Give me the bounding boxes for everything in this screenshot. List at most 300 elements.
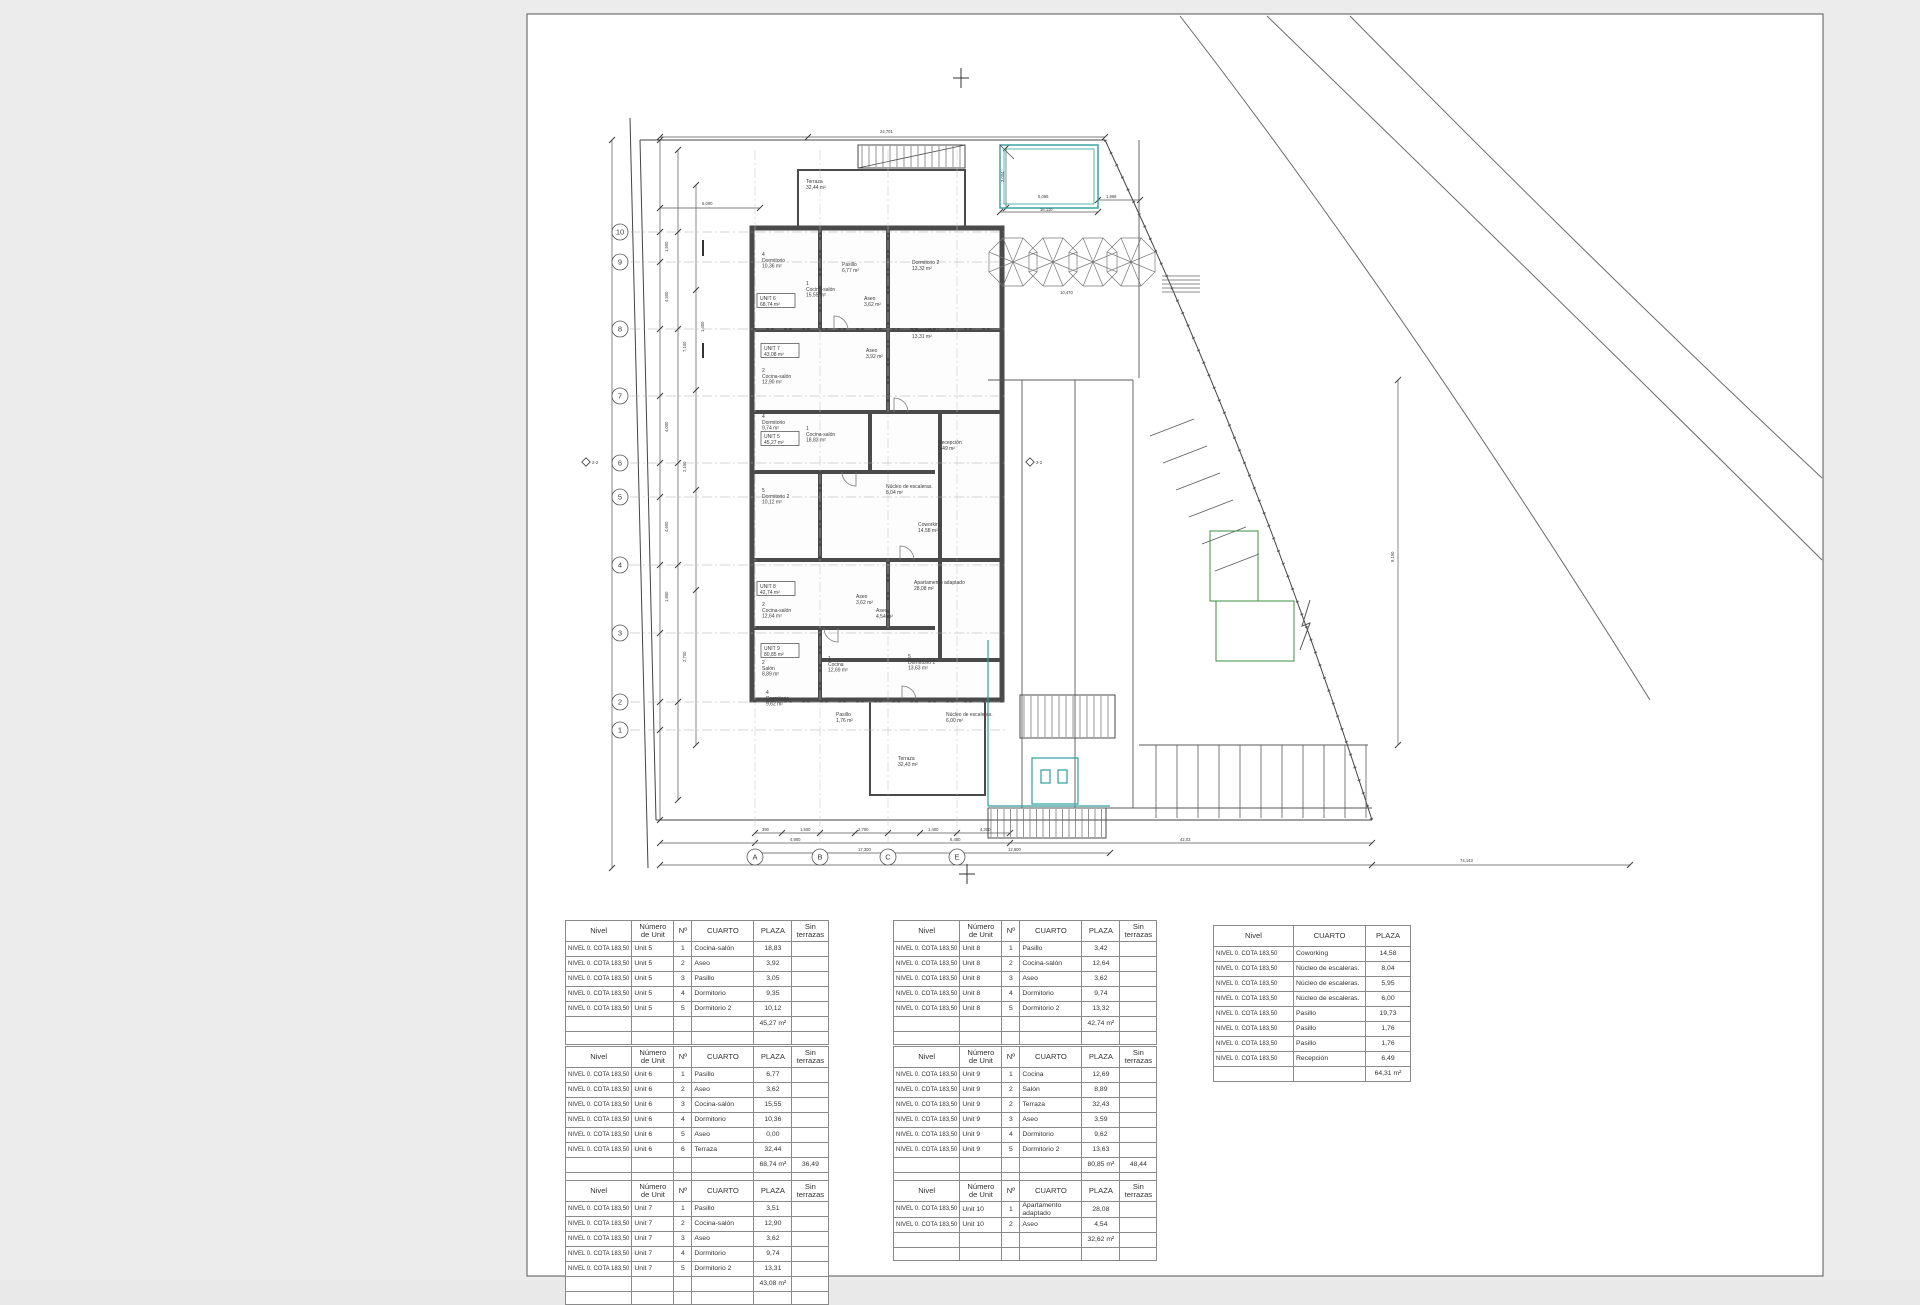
table-header-cell: PLAZA (1082, 1047, 1120, 1068)
table-cell: NIVEL 0. COTA 183,50 (566, 1217, 632, 1232)
table-cell: NIVEL 0. COTA 183,50 (1214, 1037, 1294, 1052)
table-cell (674, 1017, 692, 1032)
schedule-table-unit7 (565, 1180, 829, 1305)
table-cell: Recepción (1294, 1052, 1366, 1067)
table-cell: Cocina-salón (692, 942, 754, 957)
table-cell: NIVEL 0. COTA 183,50 (1214, 992, 1294, 1007)
table-cell: 6 (674, 1143, 692, 1158)
table-cell (792, 1277, 829, 1292)
schedule-table-unit10 (893, 1180, 1157, 1261)
dimension-text: 1,850 (664, 591, 669, 602)
table-cell: 1,76 (1366, 1022, 1411, 1037)
table-cell (1120, 987, 1157, 1002)
table-cell: 32,62 m² (1082, 1233, 1120, 1248)
table-cell: Unit 9 (960, 1083, 1002, 1098)
schedule-table-unit6 (565, 1046, 829, 1186)
dimension-text: 4,900 (790, 837, 801, 842)
table-cell: 2 (1002, 1098, 1020, 1113)
grid-bubble-row-label: 6 (617, 458, 623, 468)
table-cell: Unit 8 (960, 942, 1002, 957)
room-label: 1 Cocina-salón 18,83 m² (806, 426, 836, 444)
table-cell: Unit 10 (960, 1218, 1002, 1233)
table-cell: 5 (1002, 1002, 1020, 1017)
dimension-text: 390 (762, 827, 769, 832)
table-header-cell: Número de Unit (632, 1047, 674, 1068)
table-cell (1214, 1067, 1294, 1082)
dimension-text: 1,868 (1106, 194, 1117, 199)
table-cell: 12,69 (1082, 1068, 1120, 1083)
table-cell (1120, 972, 1157, 987)
table-cell: 5 (1002, 1143, 1020, 1158)
table-header-cell: Nº (674, 921, 692, 942)
schedule-table-common (1213, 925, 1411, 1082)
table-cell: Pasillo (1294, 1007, 1366, 1022)
grid-bubble-row-label: 5 (617, 492, 623, 502)
table-cell: NIVEL 0. COTA 183,50 (566, 987, 632, 1002)
table-cell: Unit 7 (632, 1247, 674, 1262)
table-cell (1020, 1233, 1082, 1248)
grid-bubble-row-label: 10 (615, 227, 625, 237)
dimension-text: 1,500 (664, 241, 669, 252)
dimension-text: 1,500 (800, 827, 811, 832)
table-cell: 28,08 (1082, 1202, 1120, 1218)
table-cell (792, 1247, 829, 1262)
room-label: Recepción 6,49 m² (938, 440, 962, 452)
unit-label: UNIT 5 45,27 m² (764, 434, 784, 446)
table-cell: Terraza (692, 1143, 754, 1158)
table-cell (1020, 1032, 1082, 1045)
table-cell: 5 (674, 1262, 692, 1277)
table-cell: 4 (674, 1247, 692, 1262)
table-cell (1002, 1017, 1020, 1032)
table-cell (1120, 1218, 1157, 1233)
dimension-text: 17,300 (858, 847, 871, 852)
table-cell: Dormitorio 2 (1020, 1002, 1082, 1017)
table-header-cell: Nº (674, 1181, 692, 1202)
table-cell: Unit 10 (960, 1202, 1002, 1218)
table-cell: Dormitorio 2 (1020, 1143, 1082, 1158)
table-cell (1120, 1083, 1157, 1098)
table-cell (1294, 1067, 1366, 1082)
dimension-text: 4,500 (664, 291, 669, 302)
room-label: 5 Dormitorio 2 10,12 m² (762, 488, 790, 506)
table-cell: 9,74 (1082, 987, 1120, 1002)
table-cell: 43,08 m² (754, 1277, 792, 1292)
table-header-cell: Número de Unit (960, 1181, 1002, 1202)
table-cell: NIVEL 0. COTA 183,50 (894, 1002, 960, 1017)
table-cell (566, 1017, 632, 1032)
dimension-text: 12,500 (1008, 847, 1021, 852)
grid-bubble-col-label: B (817, 852, 823, 862)
table-cell (692, 1277, 754, 1292)
table-cell: 5,95 (1366, 977, 1411, 992)
table-cell: NIVEL 0. COTA 183,50 (566, 972, 632, 987)
table-cell: Dormitorio 2 (692, 1002, 754, 1017)
table-cell (792, 1113, 829, 1128)
dimension-text: 4,000 (664, 421, 669, 432)
table-cell: 32,43 (1082, 1098, 1120, 1113)
table-cell (1120, 1068, 1157, 1083)
table-cell (792, 1217, 829, 1232)
table-cell: 4 (674, 987, 692, 1002)
unit-label: UNIT 8 42,74 m² (760, 584, 780, 596)
table-cell: Unit 6 (632, 1068, 674, 1083)
table-cell (792, 1232, 829, 1247)
table-header-cell: PLAZA (1082, 1181, 1120, 1202)
table-cell: 32,44 (754, 1143, 792, 1158)
table-cell (960, 1017, 1002, 1032)
table-cell: 4 (1002, 1128, 1020, 1143)
table-cell: NIVEL 0. COTA 183,50 (894, 957, 960, 972)
section-marker-label: 2-2 (1036, 460, 1043, 465)
table-cell (692, 1292, 754, 1305)
table-cell: 48,44 (1120, 1158, 1157, 1173)
table-cell (792, 987, 829, 1002)
table-cell (566, 1277, 632, 1292)
room-label: Núcleo de escaleras. 8,04 m² (886, 484, 933, 496)
table-cell: NIVEL 0. COTA 183,50 (566, 1002, 632, 1017)
table-cell: 3 (674, 1232, 692, 1247)
table-cell: NIVEL 0. COTA 183,50 (566, 1247, 632, 1262)
table-header-cell: CUARTO (692, 1047, 754, 1068)
table-cell: 45,27 m² (754, 1017, 792, 1032)
room-label: 2 Cocina-salón 12,64 m² (762, 602, 792, 620)
table-cell (792, 1128, 829, 1143)
table-cell (1002, 1233, 1020, 1248)
room-label: 4 Dormitorio 10,36 m² (762, 252, 786, 270)
table-header-cell: Nivel (894, 1181, 960, 1202)
dimension-text: 74,143 (1460, 858, 1473, 863)
table-cell (632, 1292, 674, 1305)
table-cell (754, 1032, 792, 1045)
dimension-text: 42,03 (1180, 837, 1191, 842)
table-cell (674, 1158, 692, 1173)
table-cell: NIVEL 0. COTA 183,50 (894, 942, 960, 957)
table-cell (1002, 1032, 1020, 1045)
table-cell: NIVEL 0. COTA 183,50 (566, 1113, 632, 1128)
table-cell: 12,90 (754, 1217, 792, 1232)
grid-bubble-row-label: 7 (617, 391, 623, 401)
table-cell: 1 (1002, 1202, 1020, 1218)
table-cell (1120, 1098, 1157, 1113)
table-cell (960, 1233, 1002, 1248)
table-cell (1120, 1128, 1157, 1143)
table-cell: 2 (1002, 957, 1020, 972)
table-cell: Unit 9 (960, 1068, 1002, 1083)
table-header-cell: CUARTO (692, 1181, 754, 1202)
table-cell: Unit 8 (960, 972, 1002, 987)
table-cell: 36,49 (792, 1158, 829, 1173)
room-label: Pasillo 6,77 m² (842, 262, 859, 274)
table-cell: Cocina-salón (692, 1098, 754, 1113)
table-cell (894, 1233, 960, 1248)
table-cell: Dormitorio (692, 1247, 754, 1262)
dimension-text: 4,300 (980, 827, 991, 832)
table-cell: NIVEL 0. COTA 183,50 (894, 1143, 960, 1158)
table-cell (1020, 1017, 1082, 1032)
dimension-text: 7,100 (682, 341, 687, 352)
table-cell: Núcleo de escaleras. (1294, 962, 1366, 977)
table-cell (566, 1158, 632, 1173)
table-cell: 4 (674, 1113, 692, 1128)
table-cell: 8,89 (1082, 1083, 1120, 1098)
dimension-text: 5,065 (1038, 194, 1049, 199)
table-cell (792, 1202, 829, 1217)
table-cell: 0,00 (754, 1128, 792, 1143)
table-cell (1120, 957, 1157, 972)
table-header-cell: Número de Unit (960, 921, 1002, 942)
table-cell (894, 1248, 960, 1261)
table-cell: Unit 6 (632, 1098, 674, 1113)
table-cell (792, 1262, 829, 1277)
table-cell: Dormitorio (692, 987, 754, 1002)
schedule-table-unit5 (565, 920, 829, 1045)
table-cell (1082, 1248, 1120, 1261)
table-cell (1020, 1248, 1082, 1261)
table-cell: 12,64 (1082, 957, 1120, 972)
table-cell: NIVEL 0. COTA 183,50 (566, 942, 632, 957)
table-header-cell: Nº (1002, 1181, 1020, 1202)
table-header-cell: Nivel (1214, 926, 1294, 947)
table-header-cell: Nivel (566, 1181, 632, 1202)
table-cell: Cocina-salón (1020, 957, 1082, 972)
room-label: Dormitorio 2 13,31 m² (912, 328, 940, 340)
table-cell: NIVEL 0. COTA 183,50 (894, 1218, 960, 1233)
table-cell: Aseo (1020, 1113, 1082, 1128)
table-cell (792, 1032, 829, 1045)
table-cell: Cocina-salón (692, 1217, 754, 1232)
table-cell: Pasillo (692, 1068, 754, 1083)
room-label: 4 Dormitorio 9,74 m² (762, 414, 786, 432)
table-cell: Unit 7 (632, 1262, 674, 1277)
table-cell: 9,62 (1082, 1128, 1120, 1143)
table-cell: NIVEL 0. COTA 183,50 (1214, 1022, 1294, 1037)
table-cell: 1,76 (1366, 1037, 1411, 1052)
table-cell: 3,59 (1082, 1113, 1120, 1128)
table-cell: NIVEL 0. COTA 183,50 (566, 1143, 632, 1158)
table-cell: NIVEL 0. COTA 183,50 (1214, 977, 1294, 992)
table-cell (632, 1032, 674, 1045)
table-cell: 4,54 (1082, 1218, 1120, 1233)
room-label: 1 Cocina-salón 15,55 m² (806, 281, 836, 299)
table-header-cell: Número de Unit (960, 1047, 1002, 1068)
table-cell: 3,62 (754, 1232, 792, 1247)
table-header-cell: Nº (674, 1047, 692, 1068)
table-header-cell: Sin terrazas (792, 1181, 829, 1202)
table-cell: Pasillo (1294, 1037, 1366, 1052)
table-cell: NIVEL 0. COTA 183,50 (1214, 947, 1294, 962)
grid-bubble-col-label: A (752, 852, 758, 862)
table-cell: Unit 5 (632, 957, 674, 972)
table-cell (1120, 1017, 1157, 1032)
table-header-cell: Sin terrazas (792, 1047, 829, 1068)
table-cell (960, 1248, 1002, 1261)
table-cell (1120, 1202, 1157, 1218)
room-label: Dormitorio 2 13,32 m² (912, 260, 940, 272)
table-cell: 1 (1002, 1068, 1020, 1083)
table-cell: 13,63 (1082, 1143, 1120, 1158)
table-cell: Salón (1020, 1083, 1082, 1098)
dimension-text: 2,700 (858, 827, 869, 832)
table-cell: 2 (674, 1083, 692, 1098)
table-cell (894, 1158, 960, 1173)
table-cell: Apartamento adaptado (1020, 1202, 1082, 1218)
table-cell: Unit 8 (960, 957, 1002, 972)
table-cell (1082, 1032, 1120, 1045)
table-cell: Pasillo (1020, 942, 1082, 957)
table-header-cell: PLAZA (754, 921, 792, 942)
table-cell (894, 1032, 960, 1045)
table-cell: Núcleo de escaleras. (1294, 977, 1366, 992)
table-cell (792, 942, 829, 957)
table-cell: 2 (674, 957, 692, 972)
table-cell: Aseo (692, 957, 754, 972)
table-cell (792, 1098, 829, 1113)
table-cell: Unit 7 (632, 1202, 674, 1217)
table-cell: 6,49 (1366, 1052, 1411, 1067)
table-header-cell: CUARTO (1294, 926, 1366, 947)
table-cell (792, 957, 829, 972)
table-cell: NIVEL 0. COTA 183,50 (566, 1202, 632, 1217)
table-cell: 3,62 (1082, 972, 1120, 987)
table-header-cell: Nivel (566, 1047, 632, 1068)
table-cell (1120, 1233, 1157, 1248)
unit-label: UNIT 6 68,74 m² (760, 296, 780, 308)
table-cell: Unit 6 (632, 1143, 674, 1158)
table-cell: NIVEL 0. COTA 183,50 (894, 1113, 960, 1128)
table-cell: 10,12 (754, 1002, 792, 1017)
dimension-text: 10,470 (1060, 290, 1073, 295)
table-cell: Unit 5 (632, 1002, 674, 1017)
table-header-cell: Sin terrazas (1120, 1181, 1157, 1202)
table-cell: 80,85 m² (1082, 1158, 1120, 1173)
table-cell: 68,74 m² (754, 1158, 792, 1173)
table-cell: NIVEL 0. COTA 183,50 (566, 957, 632, 972)
table-cell: 4 (1002, 987, 1020, 1002)
table-cell: 15,55 (754, 1098, 792, 1113)
table-cell: Unit 9 (960, 1128, 1002, 1143)
table-cell: Aseo (1020, 1218, 1082, 1233)
table-header-cell: PLAZA (1366, 926, 1411, 947)
table-cell: Cocina (1020, 1068, 1082, 1083)
table-cell: 1 (674, 942, 692, 957)
table-cell: NIVEL 0. COTA 183,50 (894, 987, 960, 1002)
table-cell: 5 (674, 1128, 692, 1143)
table-cell (960, 1158, 1002, 1173)
table-cell: 1 (674, 1202, 692, 1217)
grid-bubble-col-label: E (954, 852, 960, 862)
table-cell: 1 (674, 1068, 692, 1083)
room-label: Terraza 32,44 m² (806, 179, 826, 191)
table-cell: 13,31 (754, 1262, 792, 1277)
table-cell: NIVEL 0. COTA 183,50 (894, 1083, 960, 1098)
table-cell: 3 (1002, 972, 1020, 987)
room-label: Apartamento adaptado 28,08 m² (914, 580, 965, 592)
dimension-text: 16,110 (1040, 207, 1053, 212)
table-cell: Aseo (692, 1232, 754, 1247)
table-cell: 8,04 (1366, 962, 1411, 977)
table-cell: Dormitorio 2 (692, 1262, 754, 1277)
table-header-cell: CUARTO (1020, 921, 1082, 942)
table-cell (1002, 1158, 1020, 1173)
table-cell: Aseo (1020, 972, 1082, 987)
table-cell: Núcleo de escaleras. (1294, 992, 1366, 1007)
room-label: Aseo 3,62 m² (864, 296, 881, 308)
grid-bubble-row-label: 9 (617, 257, 623, 267)
table-cell (632, 1158, 674, 1173)
table-cell: 3 (1002, 1113, 1020, 1128)
table-cell: NIVEL 0. COTA 183,50 (1214, 1052, 1294, 1067)
table-cell (692, 1017, 754, 1032)
table-cell: Coworking (1294, 947, 1366, 962)
unit-label: UNIT 7 43,08 m² (764, 346, 784, 358)
table-cell: NIVEL 0. COTA 183,50 (566, 1083, 632, 1098)
dimension-text: 5,000 (702, 201, 713, 206)
table-cell: Pasillo (1294, 1022, 1366, 1037)
table-cell (792, 1083, 829, 1098)
table-cell: NIVEL 0. COTA 183,50 (566, 1128, 632, 1143)
table-cell: 6,00 (1366, 992, 1411, 1007)
dimension-text: 3,004 (1000, 171, 1005, 182)
table-cell (960, 1032, 1002, 1045)
room-label: Aseo 3,92 m² (866, 348, 883, 360)
table-cell (1120, 1143, 1157, 1158)
table-cell: Unit 6 (632, 1083, 674, 1098)
table-cell: 6,77 (754, 1068, 792, 1083)
room-label: Pasillo 1,76 m² (836, 712, 853, 724)
table-cell: 64,31 m² (1366, 1067, 1411, 1082)
table-cell: NIVEL 0. COTA 183,50 (894, 1128, 960, 1143)
table-cell (1120, 942, 1157, 957)
table-cell: Unit 5 (632, 972, 674, 987)
table-header-cell: Nivel (894, 921, 960, 942)
table-cell: 3,92 (754, 957, 792, 972)
room-label: Aseo 4,54 m² (876, 608, 893, 620)
table-header-cell: Nivel (566, 921, 632, 942)
table-header-cell: PLAZA (1082, 921, 1120, 942)
table-cell: 3 (674, 1098, 692, 1113)
room-label: 2 Salón 8,89 m² (762, 660, 779, 678)
table-header-cell: CUARTO (1020, 1181, 1082, 1202)
table-cell: Unit 7 (632, 1232, 674, 1247)
table-cell: NIVEL 0. COTA 183,50 (566, 1262, 632, 1277)
table-header-cell: PLAZA (754, 1181, 792, 1202)
table-cell: NIVEL 0. COTA 183,50 (566, 1232, 632, 1247)
table-cell: Pasillo (692, 972, 754, 987)
table-cell (792, 972, 829, 987)
table-header-cell: PLAZA (754, 1047, 792, 1068)
table-cell (632, 1277, 674, 1292)
table-header-cell: Sin terrazas (1120, 921, 1157, 942)
table-cell (754, 1292, 792, 1305)
grid-bubble-row-label: 4 (617, 560, 623, 570)
table-cell: 2 (674, 1217, 692, 1232)
table-cell: 9,35 (754, 987, 792, 1002)
dimension-text: 2,700 (682, 651, 687, 662)
table-header-cell: Sin terrazas (792, 921, 829, 942)
table-header-cell: Nº (1002, 921, 1020, 942)
table-cell: 3 (674, 972, 692, 987)
table-cell: Unit 5 (632, 987, 674, 1002)
unit-label: UNIT 9 80,85 m² (764, 646, 784, 658)
table-cell: NIVEL 0. COTA 183,50 (894, 1098, 960, 1113)
room-label: Aseo 3,62 m² (856, 594, 873, 606)
table-header-cell: Sin terrazas (1120, 1047, 1157, 1068)
table-cell: Dormitorio (692, 1113, 754, 1128)
table-cell: NIVEL 0. COTA 183,50 (566, 1068, 632, 1083)
room-label: Coworking 14,58 m² (918, 522, 942, 534)
section-marker-label: 2-2 (592, 460, 599, 465)
